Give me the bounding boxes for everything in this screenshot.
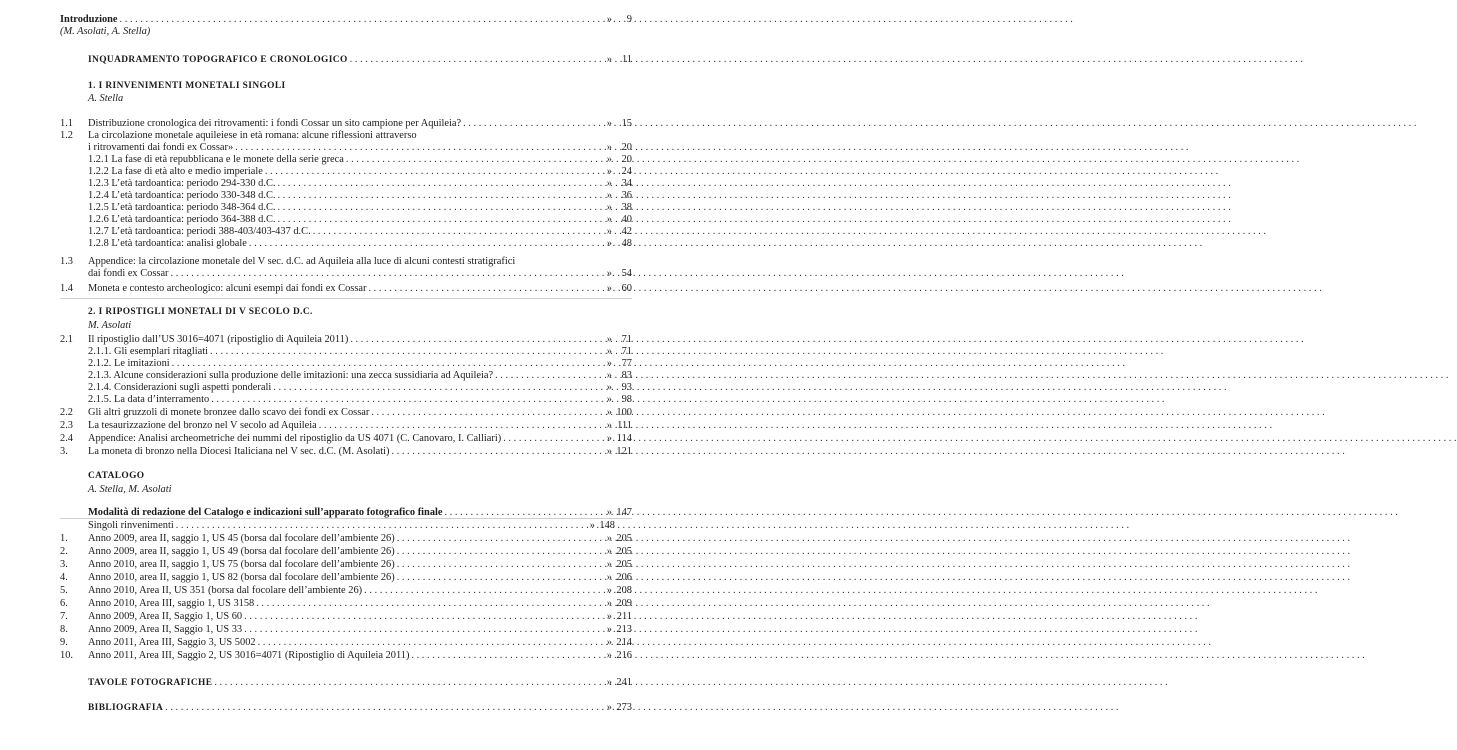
toc-entry-bibliografia[interactable] bbox=[88, 702, 632, 714]
toc-entry-label: Anno 2009, Area II, Saggio 1, US 33 bbox=[88, 624, 243, 635]
entry-number: 2. bbox=[60, 546, 68, 557]
toc-entry-1-3-line1[interactable]: Appendice: la circolazione monetale del V sec. d.C. ad Aquileia alla luce di alcuni contesti stratigrafici bbox=[88, 256, 516, 267]
leader-dots bbox=[273, 382, 588, 394]
leader-dots bbox=[371, 407, 588, 419]
page-number: 216 bbox=[616, 650, 632, 661]
page-number: 214 bbox=[616, 637, 632, 648]
leader-dots bbox=[397, 572, 588, 584]
page-number: 93 bbox=[621, 382, 632, 393]
toc-entry-label: BIBLIOGRAFIA bbox=[88, 703, 164, 713]
toc-entry-1-1[interactable] bbox=[88, 118, 632, 130]
page-number: 42 bbox=[621, 226, 632, 237]
toc-entry-catalogo-9[interactable] bbox=[88, 637, 632, 649]
entry-number: 1.4 bbox=[60, 283, 73, 294]
page-number: 211 bbox=[616, 611, 632, 622]
leader-dots bbox=[256, 598, 588, 610]
page-marker: » bbox=[606, 546, 612, 557]
page-number: 209 bbox=[616, 598, 632, 609]
page-number: 83 bbox=[621, 370, 632, 381]
page-number: 40 bbox=[621, 214, 632, 225]
leader-dots bbox=[397, 533, 588, 545]
leader-dots bbox=[350, 334, 588, 346]
toc-entry-label: 1.2.5 L’età tardoantica: periodo 348-364 d.C. bbox=[88, 202, 276, 213]
page-number: 147 bbox=[616, 507, 632, 518]
leader-dots bbox=[244, 624, 588, 636]
toc-entry-1-4[interactable] bbox=[88, 283, 632, 295]
toc-entry-2-1-2[interactable] bbox=[88, 358, 632, 370]
toc-entry-catalogo-1[interactable] bbox=[88, 533, 632, 545]
page-number: 11 bbox=[621, 54, 632, 65]
leader-dots bbox=[368, 283, 588, 295]
toc-entry-label: Introduzione bbox=[60, 14, 118, 25]
page-marker: » bbox=[606, 118, 612, 129]
leader-dots bbox=[350, 54, 588, 66]
toc-entry-label: 1.2.7 L’età tardoantica: periodi 388-403/403-437 d.C. bbox=[88, 226, 311, 237]
page-marker: » bbox=[606, 283, 612, 294]
toc-entry-1-2-line1[interactable]: La circolazione monetale aquileiese in età romana: alcune riflessioni attraverso bbox=[88, 130, 417, 141]
page-number: 36 bbox=[621, 190, 632, 201]
toc-entry-label: Anno 2009, area II, saggio 1, US 49 (borsa dal focolare dell’ambiente 26) bbox=[88, 546, 395, 557]
page-number: 24 bbox=[621, 166, 632, 177]
page-number: 213 bbox=[616, 624, 632, 635]
toc-entry-1-2-3[interactable] bbox=[88, 178, 632, 190]
toc-entry-label: Anno 2010, Area II, US 351 (borsa dal focolare dell’ambiente 26) bbox=[88, 585, 363, 596]
page-number: 111 bbox=[617, 420, 632, 431]
leader-dots bbox=[277, 190, 588, 202]
entry-number: 1.3 bbox=[60, 256, 73, 267]
entry-number: 2.1 bbox=[60, 334, 73, 345]
leader-dots bbox=[210, 346, 588, 358]
leader-dots bbox=[171, 268, 588, 280]
section-title-part2: 2. I RIPOSTIGLI MONETALI DI V SECOLO D.C. bbox=[88, 307, 313, 317]
page-number: 205 bbox=[616, 546, 632, 557]
page-marker: » bbox=[606, 533, 612, 544]
page-marker: » bbox=[606, 677, 612, 688]
page-marker: » bbox=[606, 598, 612, 609]
toc-entry-label: 1.2.4 L’età tardoantica: periodo 330-348 d.C. bbox=[88, 190, 276, 201]
toc-entry-label: Il ripostiglio dall’US 3016=4071 (ripostiglio di Aquileia 2011) bbox=[88, 334, 349, 345]
leader-dots bbox=[397, 546, 588, 558]
toc-entry-2-4[interactable] bbox=[88, 433, 632, 445]
page-marker: » bbox=[606, 238, 612, 249]
entry-number: 7. bbox=[60, 611, 68, 622]
page-number: 71 bbox=[621, 334, 632, 345]
toc-entry-label: dai fondi ex Cossar bbox=[88, 268, 169, 279]
toc-entry-label: La tesaurizzazione del bronzo nel V secolo ad Aquileia bbox=[88, 420, 317, 431]
page-marker: » bbox=[606, 507, 612, 518]
leader-dots bbox=[120, 14, 588, 26]
toc-entry-1-3[interactable] bbox=[88, 268, 632, 280]
page-marker: » bbox=[606, 407, 612, 418]
page-number: 54 bbox=[621, 268, 632, 279]
toc-entry-1-2[interactable] bbox=[88, 142, 632, 154]
leader-dots bbox=[397, 559, 588, 571]
leader-dots bbox=[265, 166, 588, 178]
entry-number: 6. bbox=[60, 598, 68, 609]
page-number: 148 bbox=[599, 520, 615, 531]
entry-number: 10. bbox=[60, 650, 73, 661]
page-number: 20 bbox=[621, 142, 632, 153]
leader-dots bbox=[495, 370, 588, 382]
toc-entry-label: 1.2.6 L’età tardoantica: periodo 364-388 d.C. bbox=[88, 214, 276, 225]
toc-entry-1-2-5[interactable] bbox=[88, 202, 632, 214]
toc-entry-label: Anno 2009, Area II, Saggio 1, US 60 bbox=[88, 611, 243, 622]
entry-number: 8. bbox=[60, 624, 68, 635]
toc-entry-label: 2.1.4. Considerazioni sugli aspetti ponderali bbox=[88, 382, 272, 393]
section-divider bbox=[60, 518, 632, 519]
leader-dots bbox=[249, 238, 588, 250]
page-number: 48 bbox=[621, 238, 632, 249]
page-marker: » bbox=[606, 382, 612, 393]
leader-dots bbox=[277, 214, 588, 226]
page-number: 208 bbox=[616, 585, 632, 596]
leader-dots bbox=[277, 178, 588, 190]
page-number: 206 bbox=[616, 572, 632, 583]
leader-dots bbox=[176, 520, 571, 532]
toc-entry-label: La moneta di bronzo nella Diocesi Italiciana nel V sec. d.C. (M. Asolati) bbox=[88, 446, 390, 457]
page-marker: » bbox=[606, 420, 612, 431]
page-marker: » bbox=[606, 346, 612, 357]
toc-entry-2-1-4[interactable] bbox=[88, 382, 632, 394]
page-number: 205 bbox=[616, 533, 632, 544]
entry-number: 9. bbox=[60, 637, 68, 648]
section-title-catalogo: CATALOGO bbox=[88, 471, 145, 481]
toc-entry-3[interactable] bbox=[88, 446, 632, 458]
toc-entry-label: Anno 2010, area II, saggio 1, US 75 (borsa dal focolare dell’ambiente 26) bbox=[88, 559, 395, 570]
page-marker: » bbox=[606, 202, 612, 213]
entry-number: 3. bbox=[60, 559, 68, 570]
toc-entry-authors: (M. Asolati, A. Stella) bbox=[60, 26, 151, 37]
leader-dots bbox=[364, 585, 588, 597]
page-marker: » bbox=[606, 358, 612, 369]
page-number: 34 bbox=[621, 178, 632, 189]
page-number: 77 bbox=[621, 358, 632, 369]
entry-number: 2.2 bbox=[60, 407, 73, 418]
page-marker: » bbox=[606, 433, 612, 444]
leader-dots bbox=[244, 611, 588, 623]
toc-entry-label: Singoli rinvenimenti bbox=[88, 520, 174, 531]
toc-entry-introduzione[interactable] bbox=[60, 14, 632, 26]
page-marker: » bbox=[606, 624, 612, 635]
page-marker: » bbox=[606, 14, 612, 25]
page-marker: » bbox=[606, 334, 612, 345]
leader-dots bbox=[277, 202, 588, 214]
page-marker: » bbox=[606, 572, 612, 583]
entry-number: 1. bbox=[60, 533, 68, 544]
page-marker: » bbox=[606, 190, 612, 201]
toc-entry-2-3[interactable] bbox=[88, 420, 632, 432]
toc-entry-label: 1.2.2 La fase di età alto e medio imperiale bbox=[88, 166, 263, 177]
toc-entry-label: Anno 2011, Area III, Saggio 3, US 5002 bbox=[88, 637, 256, 648]
page-marker: » bbox=[606, 702, 612, 713]
leader-dots bbox=[313, 226, 588, 238]
toc-entry-label: TAVOLE FOTOGRAFICHE bbox=[88, 678, 213, 688]
page-number: 98 bbox=[621, 394, 632, 405]
toc-entry-label: Anno 2010, Area III, saggio 1, US 3158 bbox=[88, 598, 255, 609]
toc-entry-tavole[interactable] bbox=[88, 677, 632, 689]
page-number: 241 bbox=[616, 677, 632, 688]
leader-dots bbox=[172, 358, 588, 370]
page-marker: » bbox=[606, 394, 612, 405]
toc-entry-label: 2.1.5. La data d’interramento bbox=[88, 394, 210, 405]
toc-entry-1-2-1[interactable] bbox=[88, 154, 632, 166]
leader-dots bbox=[391, 446, 588, 458]
leader-dots bbox=[319, 420, 588, 432]
toc-entry-label: 2.1.3. Alcune considerazioni sulla produzione delle imitazioni: una zecca sussidiaria ad Aquileia? bbox=[88, 370, 494, 381]
toc-entry-label: 1.2.1 La fase di età repubblicana e le monete della serie greca bbox=[88, 154, 344, 165]
toc-entry-1-2-2[interactable] bbox=[88, 166, 632, 178]
toc-entry-1-2-6[interactable] bbox=[88, 214, 632, 226]
toc-entry-label: Gli altri gruzzoli di monete bronzee dallo scavo dei fondi ex Cossar bbox=[88, 407, 370, 418]
toc-entry-2-2[interactable] bbox=[88, 407, 632, 419]
page-marker: » bbox=[606, 166, 612, 177]
page-number: 38 bbox=[621, 202, 632, 213]
toc-entry-label: Anno 2011, Area III, Saggio 2, US 3016=4071 (Ripostiglio di Aquileia 2011) bbox=[88, 650, 410, 661]
toc-entry-1-2-4[interactable] bbox=[88, 190, 632, 202]
toc-entry-label: i ritrovamenti dai fondi ex Cossar» bbox=[88, 142, 234, 153]
leader-dots bbox=[235, 142, 588, 154]
leader-dots bbox=[258, 637, 588, 649]
page-marker: » bbox=[606, 178, 612, 189]
page-marker: » bbox=[606, 214, 612, 225]
leader-dots bbox=[463, 118, 588, 130]
page-marker: » bbox=[606, 446, 612, 457]
page-marker: » bbox=[606, 154, 612, 165]
toc-entry-label: INQUADRAMENTO TOPOGRAFICO E CRONOLOGICO bbox=[88, 55, 348, 65]
page-number: 121 bbox=[616, 446, 632, 457]
page-marker: » bbox=[606, 585, 612, 596]
toc-entry-label: Moneta e contesto archeologico: alcuni esempi dai fondi ex Cossar bbox=[88, 283, 367, 294]
toc-entry-catalogo-5[interactable] bbox=[88, 585, 632, 597]
page-number: 71 bbox=[621, 346, 632, 357]
section-divider bbox=[60, 298, 632, 299]
toc-entry-catalogo-10[interactable] bbox=[88, 650, 632, 662]
toc-entry-1-2-7[interactable] bbox=[88, 226, 632, 238]
page-number: 273 bbox=[616, 702, 632, 713]
toc-entry-label: Distribuzione cronologica dei ritrovamenti: i fondi Cossar un sito campione per Aquileia? bbox=[88, 118, 462, 129]
page-number: 100 bbox=[616, 407, 632, 418]
toc-entry-label: Appendice: Analisi archeometriche dei nummi del ripostiglio da US 4071 (C. Canovaro, I. Calliari) bbox=[88, 433, 502, 444]
toc-entry-singoli[interactable] bbox=[88, 520, 615, 532]
page-marker: » bbox=[589, 520, 595, 531]
leader-dots bbox=[346, 154, 588, 166]
page-number: 205 bbox=[616, 559, 632, 570]
toc-entry-2-1-5[interactable] bbox=[88, 394, 632, 406]
page-marker: » bbox=[606, 559, 612, 570]
toc-entry-label: Anno 2010, area II, saggio 1, US 82 (borsa dal focolare dell’ambiente 26) bbox=[88, 572, 395, 583]
section-author: M. Asolati bbox=[88, 320, 132, 331]
section-author: A. Stella, M. Asolati bbox=[88, 484, 172, 495]
toc-entry-label: 2.1.2. Le imitazioni bbox=[88, 358, 170, 369]
section-title-part1: 1. I RINVENIMENTI MONETALI SINGOLI bbox=[88, 81, 286, 91]
toc-entry-1-2-8[interactable] bbox=[88, 238, 632, 250]
toc-entry-catalogo-8[interactable] bbox=[88, 624, 632, 636]
entry-number: 2.4 bbox=[60, 433, 73, 444]
toc-entry-2-1-1[interactable] bbox=[88, 346, 632, 358]
entry-number: 5. bbox=[60, 585, 68, 596]
page-number: 20 bbox=[621, 154, 632, 165]
toc-entry-2-1[interactable] bbox=[88, 334, 632, 346]
page-marker: » bbox=[606, 370, 612, 381]
leader-dots bbox=[503, 433, 588, 445]
page-marker: » bbox=[606, 142, 612, 153]
entry-number: 3. bbox=[60, 446, 68, 457]
toc-entry-catalogo-3[interactable] bbox=[88, 559, 632, 571]
toc-entry-inquadramento[interactable] bbox=[88, 54, 632, 66]
page-marker: » bbox=[606, 637, 612, 648]
page-number: 15 bbox=[621, 118, 632, 129]
leader-dots bbox=[211, 394, 588, 406]
entry-number: 4. bbox=[60, 572, 68, 583]
page-marker: » bbox=[606, 650, 612, 661]
toc-entry-catalogo-7[interactable] bbox=[88, 611, 632, 623]
toc-entry-catalogo-6[interactable] bbox=[88, 598, 632, 610]
entry-number: 1.1 bbox=[60, 118, 73, 129]
entry-number: 2.3 bbox=[60, 420, 73, 431]
toc-entry-catalogo-4[interactable] bbox=[88, 572, 632, 584]
page-number: 114 bbox=[616, 433, 632, 444]
toc-entry-catalogo-2[interactable] bbox=[88, 546, 632, 558]
page-number: 9 bbox=[626, 14, 632, 25]
page-marker: » bbox=[606, 611, 612, 622]
leader-dots bbox=[214, 677, 588, 689]
page-marker: » bbox=[606, 54, 612, 65]
page-marker: » bbox=[606, 226, 612, 237]
toc-entry-label: Anno 2009, area II, saggio 1, US 45 (borsa dal focolare dell’ambiente 26) bbox=[88, 533, 395, 544]
toc-entry-label: 2.1.1. Gli esemplari ritagliati bbox=[88, 346, 209, 357]
toc-entry-label: Modalità di redazione del Catalogo e indicazioni sull’apparato fotografico finale bbox=[88, 507, 443, 518]
toc-entry-2-1-3[interactable] bbox=[88, 370, 632, 382]
entry-number: 1.2 bbox=[60, 130, 73, 141]
section-author: A. Stella bbox=[88, 93, 124, 104]
page-number: 60 bbox=[621, 283, 632, 294]
toc-entry-label: 1.2.8 L’età tardoantica: analisi globale bbox=[88, 238, 247, 249]
leader-dots bbox=[165, 702, 588, 714]
toc-entry-label: 1.2.3 L’età tardoantica: periodo 294-330 d.C. bbox=[88, 178, 276, 189]
leader-dots bbox=[411, 650, 588, 662]
page-marker: » bbox=[606, 268, 612, 279]
